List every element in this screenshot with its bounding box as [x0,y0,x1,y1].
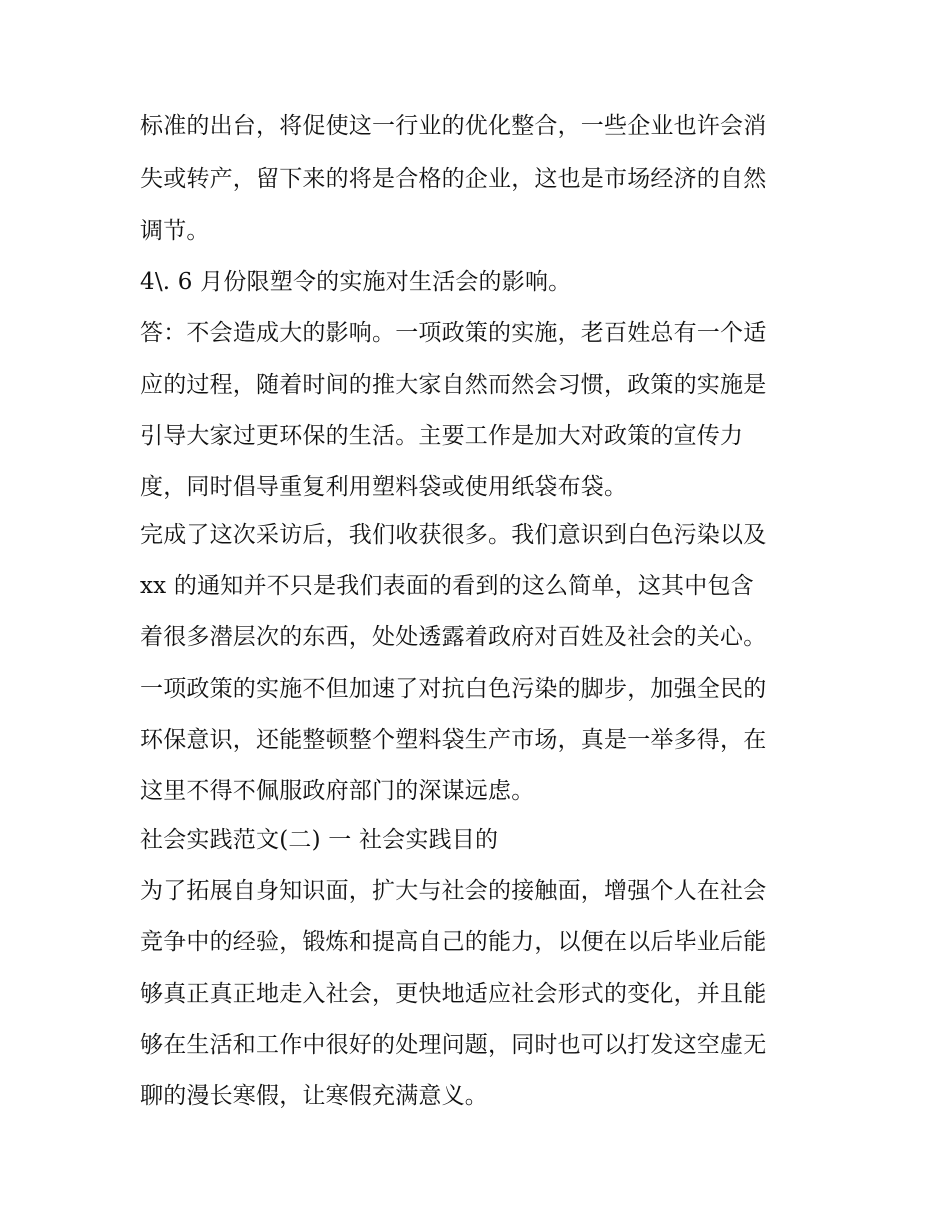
text-line: 完成了这次采访后，我们收获很多。我们意识到白色污染以及 [140,522,767,548]
text-line: 失或转产，留下来的将是合格的企业，这也是市场经济的自然 [140,166,767,192]
text-line: 一项政策的实施不但加速了对抗白色污染的脚步，加强全民的 [140,676,767,702]
text-line: 够真正真正地走入社会，更快地适应社会形式的变化，并且能 [140,981,767,1007]
text-line: 标准的出台，将促使这一行业的优化整合，一些企业也许会消 [140,113,767,139]
text-line: 聊的漫长寒假，让寒假充满意义。 [140,1083,488,1109]
text-line: 着很多潜层次的东西，处处透露着政府对百姓及社会的关心。 [140,624,767,650]
text-line: 为了拓展自身知识面，扩大与社会的接触面，增强个人在社会 [140,878,767,904]
text-line: 应的过程，随着时间的推大家自然而然会习惯，政策的实施是 [140,372,767,398]
text-line: 度，同时倡导重复利用塑料袋或使用纸袋布袋。 [140,474,628,500]
text-line: 答：不会造成大的影响。一项政策的实施，老百姓总有一个适 [140,320,767,346]
text-line: xx 的通知并不只是我们表面的看到的这么简单，这其中包含 [140,573,754,599]
text-line: 引导大家过更环保的生活。主要工作是加大对政策的宣传力 [140,423,744,449]
text-line: 这里不得不佩服政府部门的深谋远虑。 [140,778,535,804]
text-line: 调节。 [140,218,210,244]
text-line: 4\. 6 月份限塑令的实施对生活会的影响。 [140,269,572,295]
text-line: 环保意识，还能整顿整个塑料袋生产市场，真是一举多得，在 [140,727,767,753]
section-heading: 社会实践范文(二) 一 社会实践目的 [140,827,499,853]
text-line: 够在生活和工作中很好的处理问题，同时也可以打发这空虚无 [140,1032,767,1058]
text-line: 竞争中的经验，锻炼和提高自己的能力，以便在以后毕业后能 [140,929,767,955]
